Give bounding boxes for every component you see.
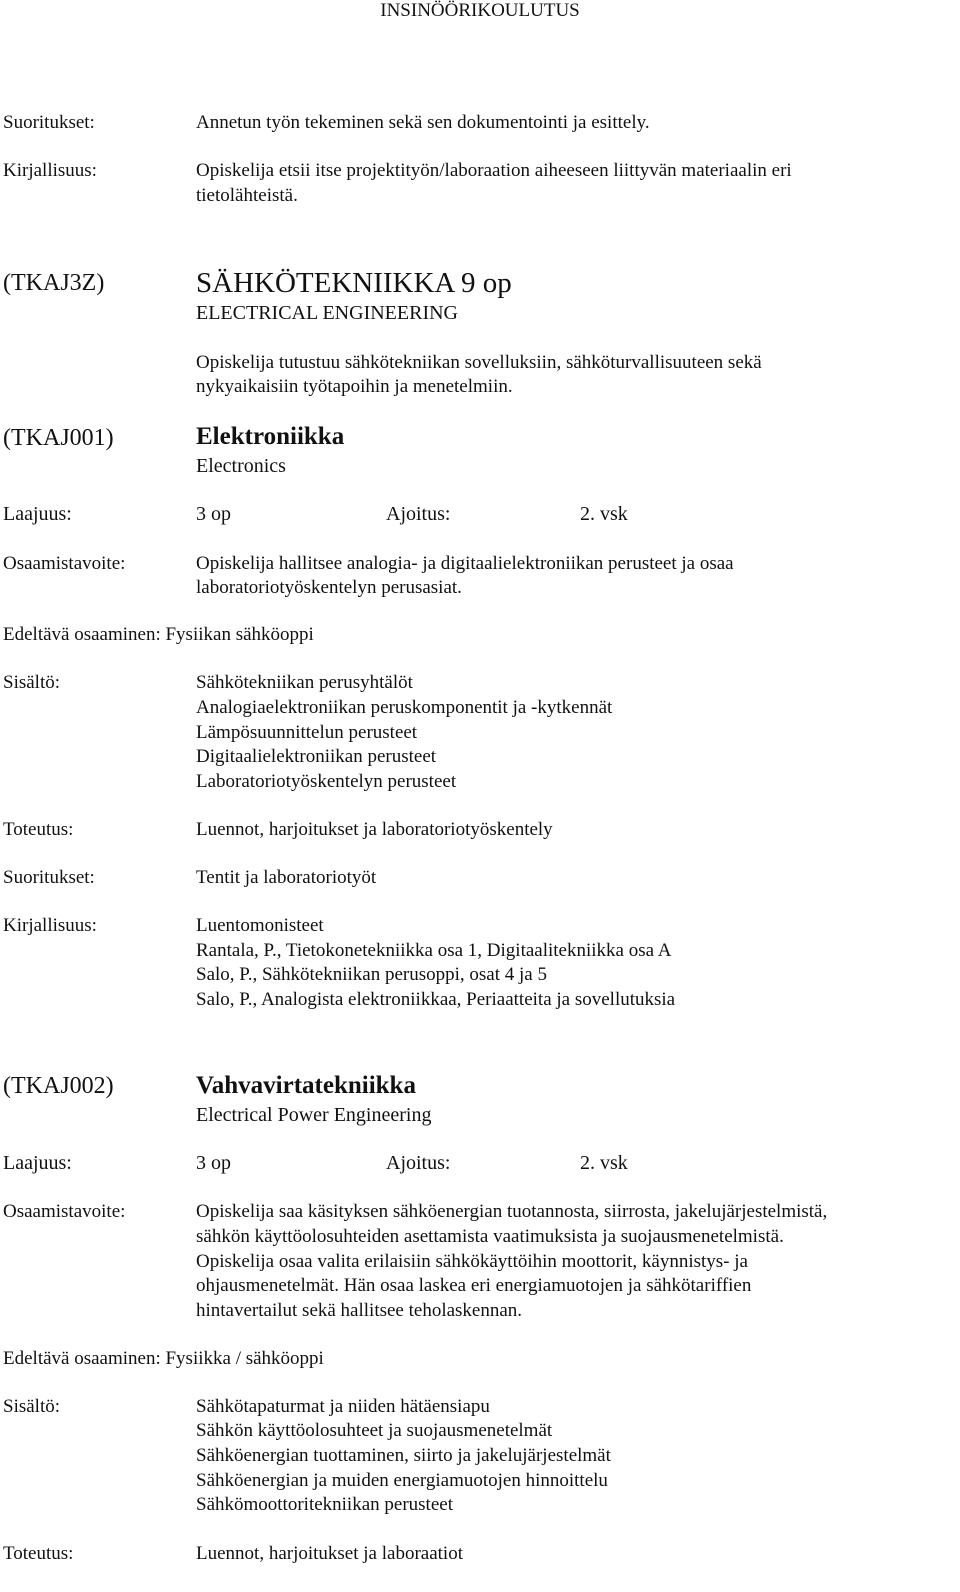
sisalto-line: Sähköenergian tuottaminen, siirto ja jakelujärjestelmät [196, 1445, 611, 1466]
edeltava-osaaminen: Edeltävä osaaminen: Fysiikka / sähköoppi [3, 1348, 324, 1369]
kirjallisuus-line: Salo, P., Analogista elektroniikkaa, Periaatteita ja sovellutuksia [196, 989, 676, 1010]
edeltava-osaaminen: Edeltävä osaaminen: Fysiikan sähköoppi [3, 624, 314, 645]
osaamistavoite-line: Opiskelija saa käsityksen sähköenergian tuotannosta, siirrosta, jakelujärjestelmistä, [196, 1201, 828, 1222]
suoritukset-label: Suoritukset: [3, 112, 95, 133]
sisalto-line: Sähköenergian ja muiden energiamuotojen hinnoittelu [196, 1470, 608, 1491]
sisalto-line: Sähkömoottoritekniikan perusteet [196, 1494, 453, 1515]
kirjallisuus-label: Kirjallisuus: [3, 160, 97, 181]
sisalto-label: Sisältö: [3, 1396, 61, 1417]
toteutus-label: Toteutus: [3, 819, 74, 840]
ajoitus-value: 2. vsk [580, 503, 628, 525]
osaamistavoite-label: Osaamistavoite: [3, 1201, 126, 1222]
sisalto-line: Sähkön käyttöolosuhteet ja suojausmenetelmät [196, 1420, 553, 1441]
osaamistavoite-line: sähkön käyttöolosuhteiden asettamista vaatimuksista ja suojausmenetelmistä. [196, 1226, 784, 1247]
module-title: SÄHKÖTEKNIIKKA 9 op [196, 267, 512, 299]
laajuus-label: Laajuus: [3, 1152, 72, 1174]
laajuus-label: Laajuus: [3, 503, 72, 525]
suoritukset-value: Tentit ja laboratoriotyöt [196, 867, 377, 888]
kirjallisuus-line: Salo, P., Sähkötekniikan perusoppi, osat 4 ja 5 [196, 964, 547, 985]
module-subtitle: ELECTRICAL ENGINEERING [196, 302, 458, 324]
course-subtitle: Electronics [196, 455, 286, 477]
toteutus-label: Toteutus: [3, 1543, 74, 1564]
sisalto-line: Sähkötapaturmat ja niiden hätäensiapu [196, 1396, 490, 1417]
toteutus-value: Luennot, harjoitukset ja laboratoriotyöskentely [196, 819, 553, 840]
course-title: Elektroniikka [196, 423, 345, 450]
module-code: (TKAJ3Z) [3, 270, 105, 296]
osaamistavoite-line: Opiskelija hallitsee analogia- ja digitaalielektroniikan perusteet ja osaa [196, 553, 734, 574]
course-code: (TKAJ001) [3, 425, 114, 451]
course-title: Vahvavirtatekniikka [196, 1072, 416, 1099]
sisalto-line: Analogiaelektroniikan peruskomponentit ja -kytkennät [196, 697, 613, 718]
course-code: (TKAJ002) [3, 1073, 114, 1099]
laajuus-value: 3 op [196, 1152, 231, 1174]
sisalto-line: Lämpösuunnittelun perusteet [196, 722, 418, 743]
suoritukset-label: Suoritukset: [3, 867, 95, 888]
ajoitus-label: Ajoitus: [386, 503, 451, 525]
sisalto-line: Laboratoriotyöskentelyn perusteet [196, 771, 457, 792]
osaamistavoite-line: Opiskelija osaa valita erilaisiin sähkökäyttöihin moottorit, käynnistys- ja [196, 1251, 748, 1272]
osaamistavoite-line: laboratoriotyöskentelyn perusasiat. [196, 577, 462, 598]
module-description-line: nykyaikaisiin työtapoihin ja menetelmiin. [196, 376, 513, 397]
kirjallisuus-line: tietolähteistä. [196, 185, 298, 206]
suoritukset-value: Annetun työn tekeminen sekä sen dokumentointi ja esittely. [196, 112, 650, 133]
kirjallisuus-label: Kirjallisuus: [3, 915, 97, 936]
ajoitus-value: 2. vsk [580, 1152, 628, 1174]
toteutus-value: Luennot, harjoitukset ja laboraatiot [196, 1543, 463, 1564]
osaamistavoite-line: ohjausmenetelmät. Hän osaa laskea eri energiamuotojen ja sähkötariffien [196, 1275, 752, 1296]
document-header: INSINÖÖRIKOULUTUS [380, 0, 580, 21]
course-subtitle: Electrical Power Engineering [196, 1104, 432, 1126]
kirjallisuus-line: Luentomonisteet [196, 915, 324, 936]
osaamistavoite-line: hintavertailut sekä hallitsee teholaskennan. [196, 1300, 523, 1321]
osaamistavoite-label: Osaamistavoite: [3, 553, 126, 574]
kirjallisuus-line: Opiskelija etsii itse projektityön/laboraation aiheeseen liittyvän materiaalin eri [196, 160, 792, 181]
sisalto-line: Sähkötekniikan perusyhtälöt [196, 672, 413, 693]
sisalto-line: Digitaalielektroniikan perusteet [196, 746, 437, 767]
sisalto-label: Sisältö: [3, 672, 61, 693]
module-description-line: Opiskelija tutustuu sähkötekniikan sovelluksiin, sähköturvallisuuteen sekä [196, 352, 762, 373]
laajuus-value: 3 op [196, 503, 231, 525]
kirjallisuus-line: Rantala, P., Tietokonetekniikka osa 1, Digitaalitekniikka osa A [196, 940, 672, 961]
ajoitus-label: Ajoitus: [386, 1152, 451, 1174]
